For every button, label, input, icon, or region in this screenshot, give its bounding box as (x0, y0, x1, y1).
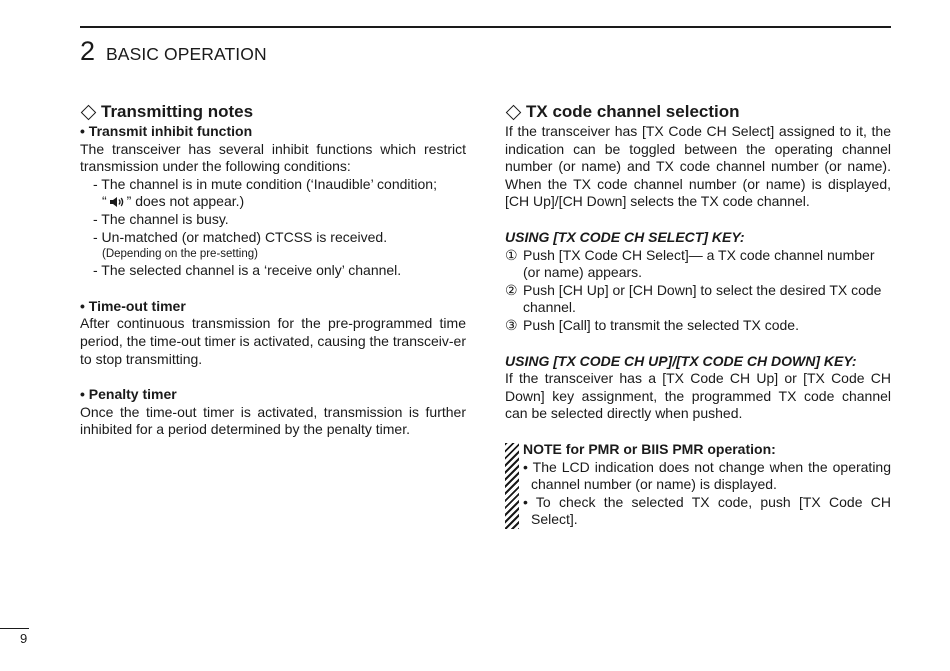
subheading-penalty: • Penalty timer (80, 386, 177, 403)
timeout-text: After continuous transmission for the pre-programmed time period, the time-out timer is activated, causing the transceiv-er to stop transmitting. (80, 315, 466, 367)
chapter-header (80, 36, 267, 72)
footer-rule (0, 628, 29, 629)
section-title-transmitting-notes: Transmitting notes (80, 101, 466, 123)
chapter-title: BASIC OPERATION (106, 44, 267, 64)
penalty-text: Once the time-out timer is activated, transmission is further inhibited for a period determined by the penalty timer. (80, 403, 466, 438)
subheading-updown-key: USING [TX CODE CH UP]/[TX CODE CH DOWN] KEY: (505, 352, 857, 369)
note-hatch-icon (505, 443, 519, 529)
updown-text: If the transceiver has a [TX Code CH Up] or [TX Code CH Down] key assignment, the programmed TX code channel can be selected directly when pushed. (505, 370, 891, 422)
inhibit-intro: The transceiver has several inhibit functions which restrict transmission under the following conditions: (80, 140, 466, 175)
section-title-tx-code: TX code channel selection (505, 101, 891, 123)
chapter-number: 2 (80, 36, 96, 66)
condition-ctcss: - Un-matched (or matched) CTCSS is received. (93, 228, 388, 245)
condition-busy: - The channel is busy. (93, 210, 229, 227)
header-rule (80, 26, 891, 28)
note-box (505, 441, 891, 529)
condition-receive-only: - The selected channel is a ‘receive only’ channel. (93, 262, 402, 279)
condition-ctcss-note: (Depending on the pre-setting) (102, 248, 258, 261)
subheading-inhibit: • Transmit inhibit function (80, 123, 253, 139)
note-bullet-2: • To check the selected TX code, push [TX Code CH Select]. (523, 493, 891, 528)
speaker-icon (109, 196, 125, 208)
condition-mute-continued: “ ” does not appear.) (102, 193, 245, 210)
condition-mute: - The channel is in mute condition (‘Inaudible’ condition; (93, 175, 437, 192)
note-heading: NOTE for PMR or BIIS PMR operation: (523, 440, 776, 457)
subheading-select-key: USING [TX CODE CH SELECT] KEY: (505, 228, 745, 245)
left-column (80, 101, 466, 439)
diamond-icon (506, 104, 522, 120)
step-3: ③ Push [Call] to transmit the selected TX code. (505, 316, 799, 333)
tx-code-intro: If the transceiver has [TX Code CH Select] assigned to it, the indication can be toggled between the operating channel number (or name) and TX code channel number (or name). When the TX code channel number (or name) is displayed, [CH Up]/[CH Down] selects the TX code channel. (505, 123, 891, 210)
page-number: 9 (20, 631, 28, 646)
note-bullet-1: • The LCD indication does not change when the operating channel number (or name) is displayed. (523, 458, 891, 493)
step-1: ① Push [TX Code CH Select]— a TX code channel number (or name) appears. (505, 246, 875, 281)
subheading-timeout: • Time-out timer (80, 297, 186, 314)
diamond-icon (81, 104, 97, 120)
right-column (505, 101, 891, 529)
step-2: ② Push [CH Up] or [CH Down] to select the desired TX code channel. (505, 281, 882, 316)
